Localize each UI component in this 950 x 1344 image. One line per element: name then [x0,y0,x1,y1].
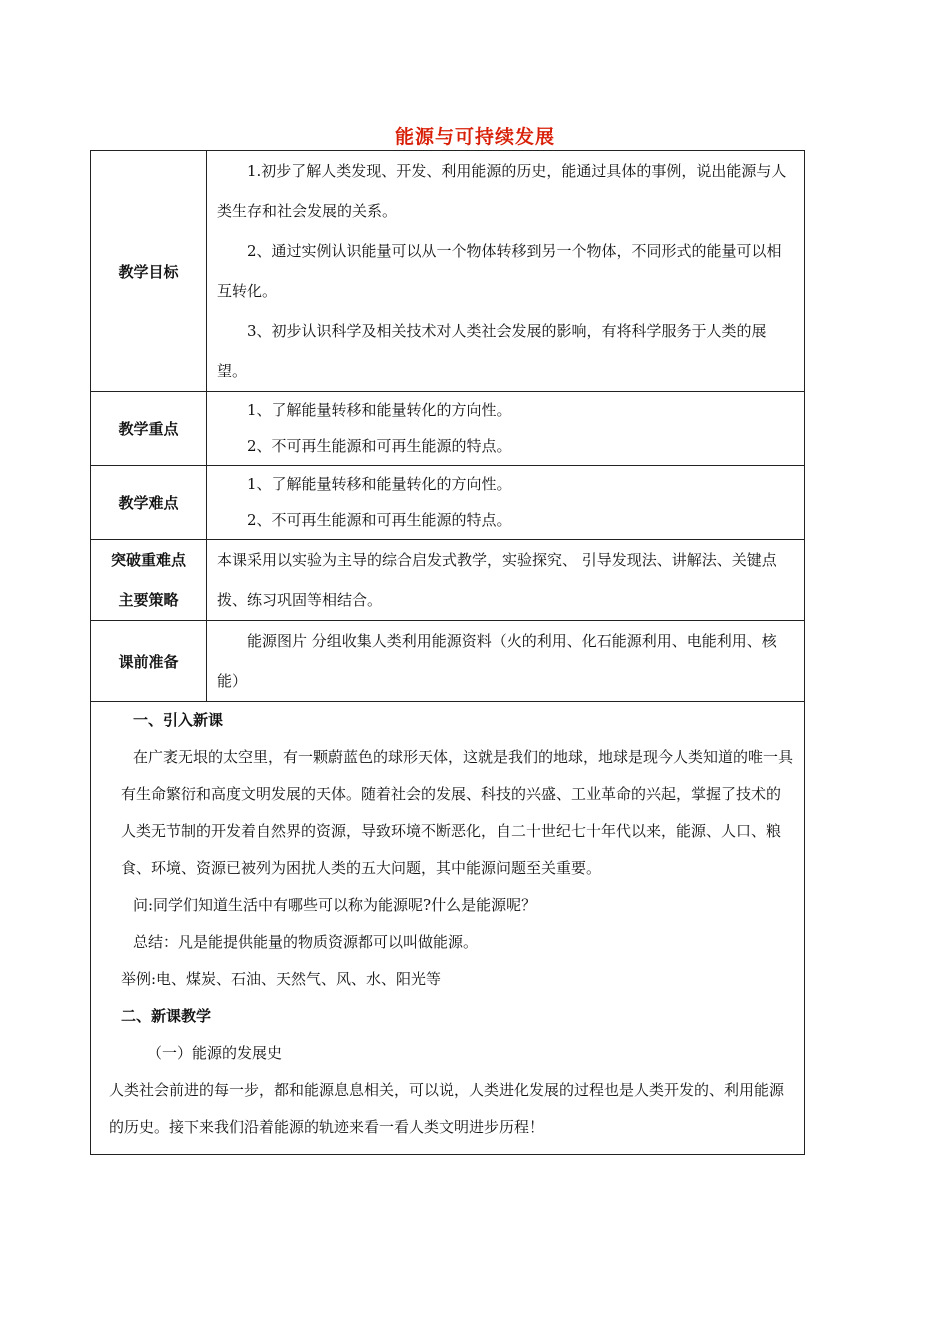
table-row-preparation [91,621,805,702]
preparation-label: 课前准备 [91,621,207,702]
preparation-text: 能源图片 分组收集人类利用能源资料（火的利用、化石能源利用、电能利用、核能） [217,632,777,690]
objective-1: 1.初步了解人类发现、开发、利用能源的历史，能通过具体的事例，说出能源与人类生存和社会发展的关系。 [217,162,787,220]
strategy-label-line2: 主要策略 [118,591,179,609]
lesson-content [91,702,805,1155]
strategy-text: 本课采用以实验为主导的综合启发式教学，实验探究、 引导发现法、讲解法、关键点拨、练习巩固等相结合。 [217,551,777,609]
difficulty-1: 1、了解能量转移和能量转化的方向性。 [247,475,512,493]
key-points-content [207,392,805,466]
difficulties-content [207,466,805,540]
page-title: 能源与可持续发展 [394,126,555,148]
table-row-key-points [91,392,805,466]
question-text: 问:同学们知道生活中有哪些可以称为能源呢?什么是能源呢？ [133,896,537,914]
objective-3: 3、初步认识科学及相关技术对人类社会发展的影响，有将科学服务于人类的展望。 [217,322,767,380]
difficulty-2: 2、不可再生能源和可再生能源的特点。 [247,511,512,529]
table-row-difficulties [91,466,805,540]
subsection1-heading: （一）能源的发展史 [147,1044,283,1062]
table-row-lesson [91,702,805,1155]
difficulties-label: 教学难点 [91,466,207,540]
examples-text: 举例:电、煤炭、石油、天然气、风、水、阳光等 [121,970,442,988]
objectives-content [207,151,805,392]
objective-2: 2、通过实例认识能量可以从一个物体转移到另一个物体，不同形式的能量可以相互转化。 [217,242,782,300]
lesson-plan-table [90,150,805,1155]
intro-paragraph: 在广袤无垠的太空里，有一颗蔚蓝色的球形天体，这就是我们的地球，地球是现今人类知道的唯一具有生命繁衍和高度文明发展的天体。随着社会的发展、科技的兴盛、工业革命的兴起，掌握了技术的人类无节制的开发着自然界的资源，导致环境不断恶化，自二十世纪七十年代以来，能源、人口、粮食、环境、资源已被列为困扰人类的五大问题，其中能源问题至关重要。 [121,748,794,877]
objectives-label: 教学目标 [91,151,207,392]
table-row-strategy [91,540,805,621]
strategy-label-line1: 突破重难点 [110,551,186,569]
summary-text: 总结：凡是能提供能量的物质资源都可以叫做能源。 [133,933,479,951]
section1-heading: 一、引入新课 [133,711,224,729]
history-paragraph: 人类社会前进的每一步，都和能源息息相关，可以说，人类进化发展的过程也是人类开发的、利用能源的历史。接下来我们沿着能源的轨迹来看一看人类文明进步历程！ [109,1081,785,1136]
strategy-content [207,540,805,621]
table-row-objectives [91,151,805,392]
strategy-label [91,540,207,621]
key-point-2: 2、不可再生能源和可再生能源的特点。 [247,437,512,455]
key-point-1: 1、了解能量转移和能量转化的方向性。 [247,401,512,419]
section2-heading: 二、新课教学 [121,1007,212,1025]
key-points-label: 教学重点 [91,392,207,466]
preparation-content [207,621,805,702]
